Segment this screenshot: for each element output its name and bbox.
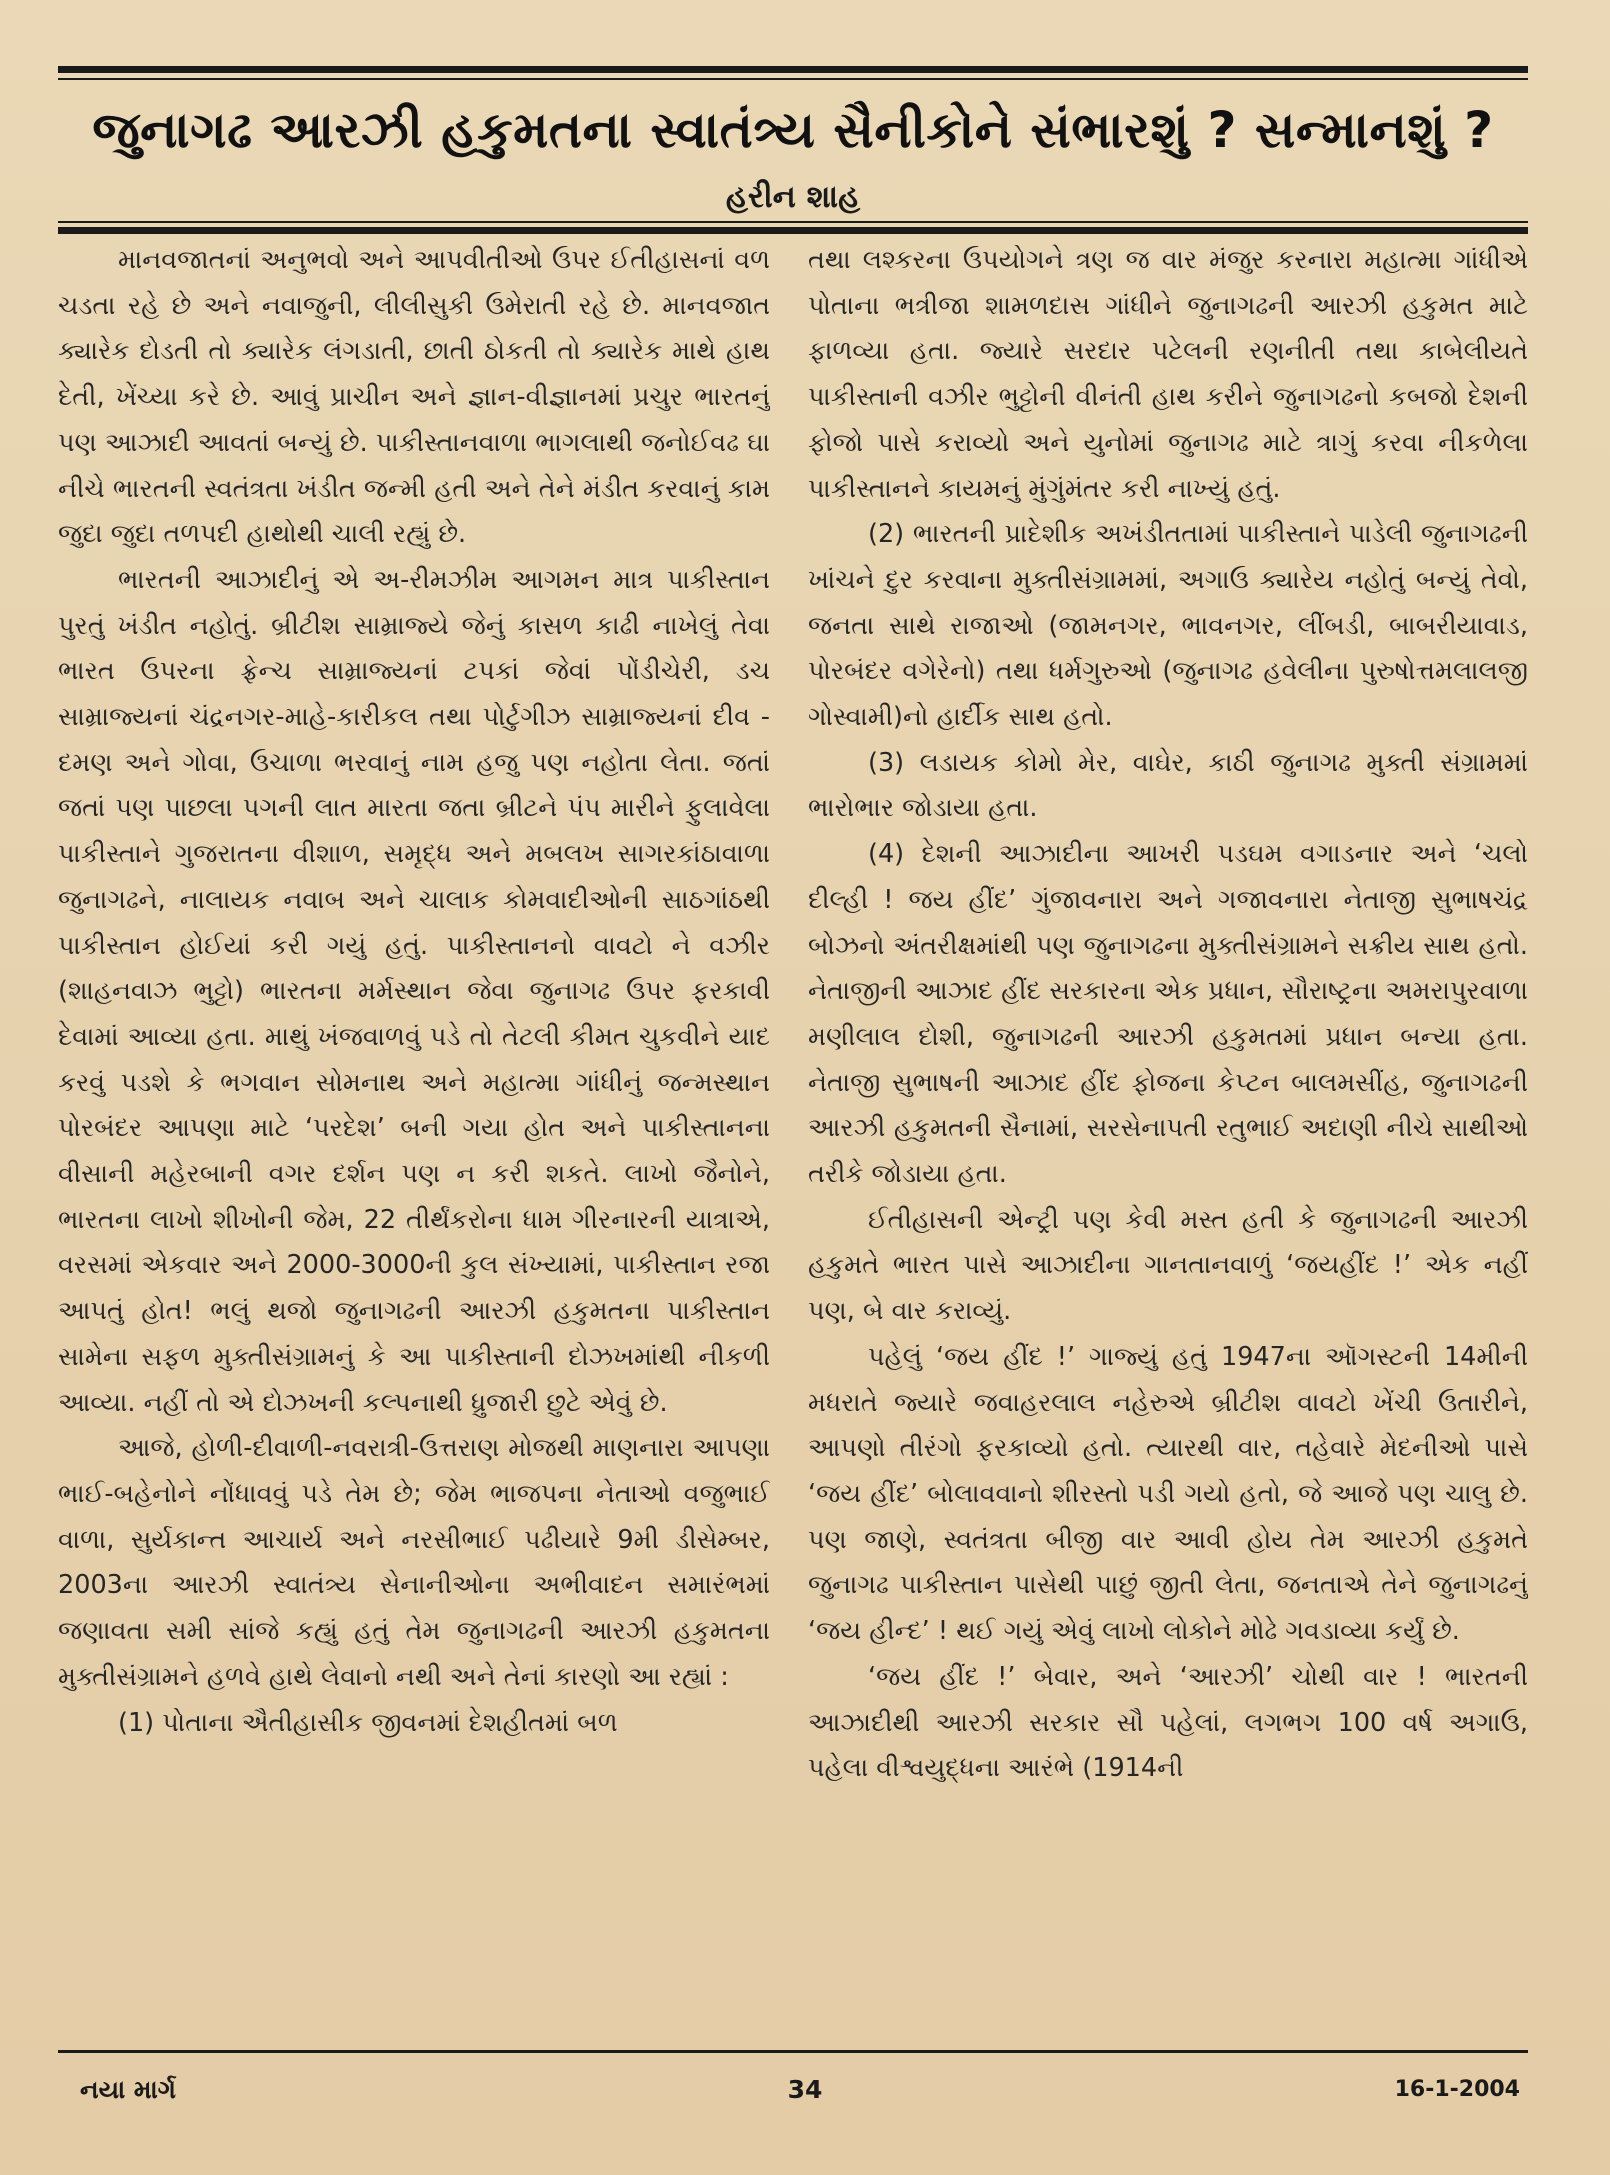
paragraph: માનવજાતનાં અનુભવો અને આપવીતીઓ ઉપર ઈતીહાસનાં વળ ચડતા રહે છે અને નવાજુની, લીલીસુકી ઉમેરાતી રહે છે. માનવજાત ક્યારેક દોડતી તો ક્યારેક લંગડાતી, છાતી ઠોકતી તો ક્યારેક માથે હાથ દેતી, ખેંચ્યા કરે છે. આવું પ્રાચીન અને જ્ઞાન-વીજ્ઞાનમાં પ્રચુર ભારતનું પણ આઝાદી આવતાં બન્યું છે. પાકીસ્તાનવાળા ભાગલાથી જનોઈવઢ ઘા નીચે ભારતની સ્વતંત્રતા ખંડીત જન્મી હતી અને તેને મંડીત કરવાનું કામ જુદા જુદા તળપદી હાથોથી ચાલી રહ્યું છે.	[58, 245, 770, 550]
paragraph: (2) ભારતની પ્રાદેશીક અખંડીતતામાં પાકીસ્તાને પાડેલી જુનાગઢની ખાંચને દુર કરવાના મુક્તીસંગ્રામમાં, અગાઉ ક્યારેય નહોતું બન્યું તેવો, જનતા સાથે રાજાઓ (જામનગર, ભાવનગર, લીંબડી, બાબરીયાવાડ, પોરબંદર વગેરેનો) તથા ધર્મગુરુઓ (જુનાગઢ હવેલીના પુરુષોત્તમલાલજી ગોસ્વામી)નો હાર્દીક સાથ હતો.	[808, 519, 1528, 733]
article-author: હરીન શાહ	[725, 179, 861, 215]
paragraph: આજે, હોળી-દીવાળી-નવરાત્રી-ઉત્તરાણ મોજથી માણનારા આપણા ભાઈ-બહેનોને નોંધાવવું પડે તેમ છે; જેમ ભાજપના નેતાઓ વજુભાઈ વાળા, સુર્યકાન્ત આચાર્ય અને નરસીભાઈ પઢીયારે 9મી ડીસેમ્બર, 2003ના આરઝી સ્વાતંત્ર્ય સેનાનીઓના અભીવાદન સમારંભમાં જણાવતા સમી સાંજે કહ્યું હતું તેમ જુનાગઢની આરઝી હકુમતના મુક્તીસંગ્રામને હળવે હાથે લેવાનો નથી અને તેનાં કારણો આ રહ્યાં :	[58, 1433, 770, 1692]
footer-publication: નયા માર્ગ	[80, 2075, 176, 2104]
paragraph: (3) લડાયક કોમો મેર, વાઘેર, કાઠી જુનાગઢ મુક્તી સંગ્રામમાં ભારોભાર જોડાયા હતા.	[808, 747, 1528, 824]
paragraph: પહેલું ‘જય હીંદ !’ ગાજ્યું હતું 1947ના ઑગસ્ટની 14મીની મધરાતે જ્યારે જવાહરલાલ નહેરુએ બ્રીટીશ વાવટો ખેંચી ઉતારીને, આપણો તીરંગો ફરકાવ્યો હતો. ત્યારથી વાર, તહેવારે મેદનીઓ પાસે ‘જય હીંદ’ બોલાવવાનો શીરસ્તો પડી ગયો હતો, જે આજે પણ ચાલુ છે. પણ જાણે, સ્વતંત્રતા બીજી વાર આવી હોય તેમ આરઝી હકુમતે જુનાગઢ પાકીસ્તાન પાસેથી પાછું જીતી લેતા, જનતાએ તેને જુનાગઢનું ‘જય હીન્દ’ ! થઈ ગયું એવું લાખો લોકોને મોઢે ગવડાવ્યા કર્યું છે.	[808, 1341, 1528, 1647]
right-column	[808, 238, 1528, 2028]
top-rule-thin	[58, 78, 1528, 80]
paragraph: ભારતની આઝાદીનું એ અ-રીમઝીમ આગમન માત્ર પાકીસ્તાન પુરતું ખંડીત નહોતું. બ્રીટીશ સામ્રાજ્યે જેનું કાસળ કાઢી નાખેલું તેવા ભારત ઉપરના ફ્રેન્ચ સામ્રાજ્યનાં ટપકાં જેવાં પોંડીચેરી, ડચ સામ્રાજ્યનાં ચંદ્રનગર-માહે-કારીકલ તથા પોર્ટુગીઝ સામ્રાજ્યનાં દીવ - દમણ અને ગોવા, ઉચાળા ભરવાનું નામ હજુ પણ નહોતા લેતા. જતાં જતાં પણ પાછલા પગની લાત મારતા જતા બ્રીટને પંપ મારીને ફુલાવેલા પાકીસ્તાને ગુજરાતના વીશાળ, સમૃદ્ધ અને મબલખ સાગરકાંઠાવાળા જુનાગઢને, નાલાયક નવાબ અને ચાલાક કોમવાદીઓની સાઠગાંઠથી પાકીસ્તાન હોઈયાં કરી ગયું હતું. પાકીસ્તાનનો વાવટો ને વઝીર (શાહનવાઝ ભુટ્ટો) ભારતના મર્મસ્થાન જેવા જુનાગઢ ઉપર ફરકાવી દેવામાં આવ્યા હતા. માથું ખંજવાળવું પડે તો તેટલી કીમત ચુકવીને યાદ કરવું પડશે કે ભગવાન સોમનાથ અને મહાત્મા ગાંધીનું જન્મસ્થાન પોરબંદર આપણા માટે ‘પરદેશ’ બની ગયા હોત અને પાકીસ્તાનના વીસાની મહેરબાની વગર દર્શન પણ ન કરી શકતે. લાખો જૈનોને, ભારતના લાખો શીખોની જેમ, 22 તીર્થંકરોના ધામ ગીરનારની યાત્રાએ, વરસમાં એકવાર અને 2000-3000ની કુલ સંખ્યામાં, પાકીસ્તાન રજા આપતું હોત! ભલું થજો જુનાગઢની આરઝી હકુમતના પાકીસ્તાન સામેના સફળ મુક્તીસંગ્રામનું કે આ પાકીસ્તાની દોઝખમાંથી નીકળી આવ્યા. નહીં તો એ દોઝખની કલ્પનાથી ધ્રુજારી છુટે એવું છે.	[58, 564, 770, 1418]
paragraph: ઈતીહાસની એન્ટ્રી પણ કેવી મસ્ત હતી કે જુનાગઢની આરઝી હકુમતે ભારત પાસે આઝાદીના ગાનતાનવાળું ‘જયહીંદ !’ એક નહીં પણ, બે વાર કરાવ્યું.	[808, 1204, 1528, 1327]
top-rule-thick	[58, 66, 1528, 73]
paragraph: (4) દેશની આઝાદીના આખરી પડઘમ વગાડનાર અને ‘ચલો દીલ્હી ! જય હીંદ’ ગુંજાવનારા અને ગજાવનારા નેતાજી સુભાષચંદ્ર બોઝનો અંતરીક્ષમાંથી પણ જુનાગઢના મુક્તીસંગ્રામને સક્રીય સાથ હતો. નેતાજીની આઝાદ હીંદ સરકારના એક પ્રધાન, સૌરાષ્ટ્રના અમરાપુરવાળા મણીલાલ દોશી, જુનાગઢની આરઝી હકુમતમાં પ્રધાન બન્યા હતા. નેતાજી સુભાષની આઝાદ હીંદ ફોજના કેપ્ટન બાલમસીંહ, જુનાગઢની આરઝી હકુમતની સૈનામાં, સરસેનાપતી રતુભાઈ અદાણી નીચે સાથીઓ તરીકે જોડાયા હતા.	[808, 839, 1528, 1190]
paragraph: (1) પોતાના ઐતીહાસીક જીવનમાં દેશહીતમાં બળ	[118, 1707, 618, 1738]
byline-rule-thick	[58, 227, 1528, 234]
article-headline: જુનાગઢ આરઝી હકુમતના સ્વાતંત્ર્ય સૈનીકોને સંભારશું ? સન્માનશું ?	[92, 101, 1494, 159]
left-column	[58, 238, 770, 2028]
paragraph-continued: તથા લશ્કરના ઉપયોગને ત્રણ જ વાર મંજુર કરનારા મહાત્મા ગાંધીએ પોતાના ભત્રીજા શામળદાસ ગાંધીને જુનાગઢની આરઝી હકુમત માટે ફાળવ્યા હતા. જ્યારે સરદાર પટેલની રણનીતી તથા કાબેલીયતે પાકીસ્તાની વઝીર ભુટ્ટોની વીનંતી હાથ કરીને જુનાગઢનો કબજો દેશની ફોજો પાસે કરાવ્યો અને યુનોમાં જુનાગઢ માટે ત્રાગું કરવા નીકળેલા પાકીસ્તાનને કાયમનું મુંગુંમંતર કરી નાખ્યું હતું.	[808, 245, 1528, 504]
footer-rule	[58, 2050, 1528, 2053]
paragraph: ‘જય હીંદ !’ બેવાર, અને ‘આરઝી’ ચોથી વાર ! ભારતની આઝાદીથી આરઝી સરકાર સૌ પહેલાં, લગભગ 100 વર્ષ અગાઉ, પહેલા વીશ્વયુદ્ધના આરંભે (1914ની	[808, 1661, 1528, 1784]
byline-rule-thin	[58, 221, 1528, 223]
footer-page-number: 34	[787, 2075, 823, 2104]
footer-date: 16-1-2004	[1394, 2077, 1520, 2102]
